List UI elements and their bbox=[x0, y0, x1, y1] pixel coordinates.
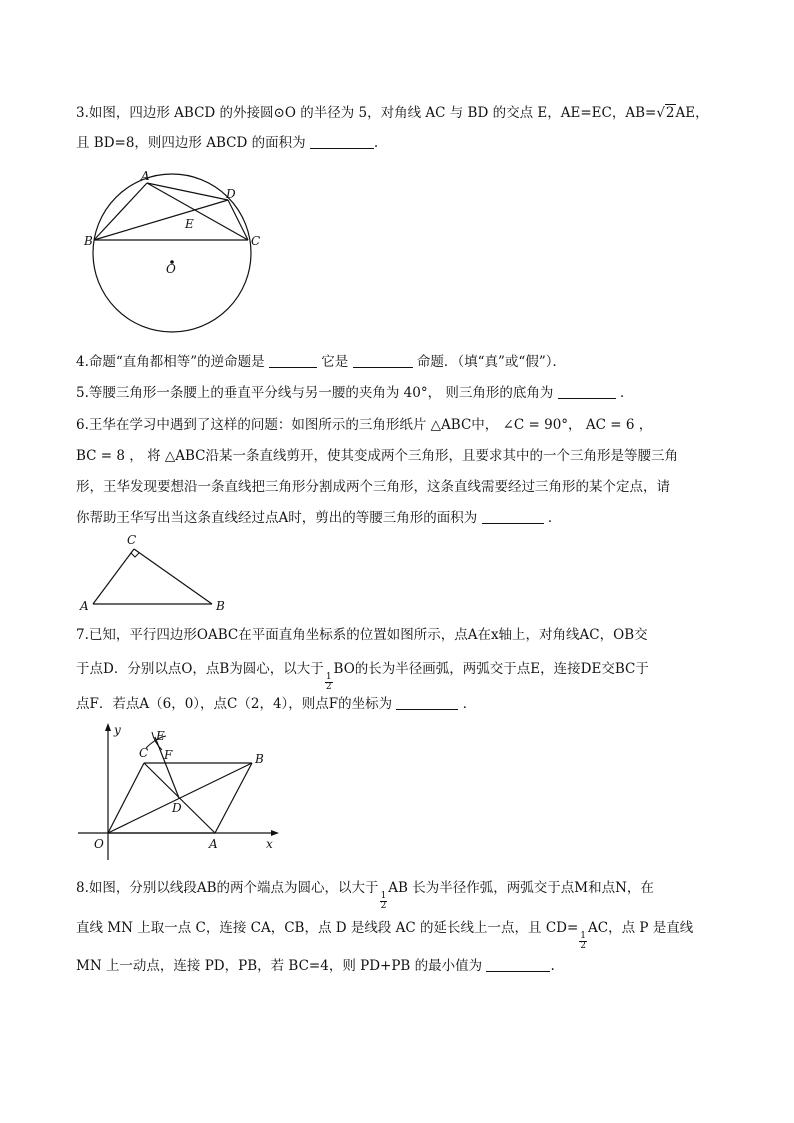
q5-line: 5.等腰三角形一条腰上的垂直平分线与另一腰的夹角为 40°， 则三角形的底角为 ． bbox=[76, 385, 634, 401]
segment-oc bbox=[108, 763, 144, 833]
fraction-one-half: $\frac{1}{2}$ bbox=[325, 672, 332, 692]
fraction-one-half: $\frac{1}{2}$ bbox=[580, 931, 587, 951]
q8-line-3: MN 上一动点，连接 PD，PB，若 BC=4，则 PD+PB 的最小值为 . bbox=[76, 958, 555, 974]
q8-line-2: 直线 MN 上取一点 C，连接 CA，CB，点 D 是线段 AC 的延长线上一点，且 CD= $\frac{1}{2}$ AC，点 P 是直线 bbox=[76, 920, 694, 951]
segment-ca bbox=[144, 763, 215, 833]
q7-line-1: 7.已知，平行四边形OABC在平面直角坐标系的位置如图所示，点A在x轴上，对角线AC，OB交 bbox=[76, 627, 648, 643]
answer-blank[interactable] bbox=[482, 510, 544, 524]
x-axis-arrow bbox=[271, 830, 279, 836]
q6-triangle-figure bbox=[76, 530, 236, 615]
q4-line: 4.命题“直角都相等”的逆命题是 它是 命题．（填“真”或“假”）． bbox=[76, 354, 566, 370]
q6-line-1: 6.王华在学习中遇到了这样的问题：如图所示的三角形纸片 △ABC中， ∠C = 90°， AC = 6 ， bbox=[76, 417, 653, 433]
label-y: y bbox=[114, 723, 121, 737]
q7-coordinate-figure bbox=[76, 720, 286, 862]
y-axis-arrow bbox=[105, 723, 111, 731]
q7-line-3: 点F．若点A（6，0），点C（2，4），则点F的坐标为 ． bbox=[76, 696, 477, 712]
label-c: C bbox=[127, 533, 137, 547]
label-b: B bbox=[84, 234, 93, 248]
q3-line-2: 且 BD=8，则四边形 ABCD 的面积为 . bbox=[76, 135, 379, 151]
label-e: E bbox=[185, 217, 194, 231]
answer-blank[interactable] bbox=[486, 958, 550, 972]
segment-ac bbox=[93, 549, 134, 604]
q3-circle-figure bbox=[80, 166, 270, 338]
answer-blank[interactable] bbox=[269, 354, 317, 368]
label-c: C bbox=[139, 746, 149, 760]
answer-blank[interactable] bbox=[353, 354, 413, 368]
label-b: B bbox=[216, 599, 225, 613]
label-o: O bbox=[166, 262, 176, 276]
segment-ab bbox=[94, 183, 147, 240]
label-d: D bbox=[226, 187, 236, 201]
q6-line-2: BC = 8 ， 将 △ABC沿某一条直线剪开，使其变成两个三角形，且要求其中的一个三角形是等腰三角 bbox=[76, 448, 678, 464]
segment-bd bbox=[94, 200, 228, 240]
sqrt-symbol: √2 bbox=[656, 105, 675, 121]
label-c: C bbox=[251, 234, 261, 248]
right-angle-marker bbox=[131, 553, 139, 557]
q8-line-1: 8.如图，分别以线段AB的两个端点为圆心，以大于 $\frac{1}{2}$ AB 长为半径作弧，两弧交于点M和点N，在 bbox=[76, 880, 654, 911]
label-f: F bbox=[164, 748, 173, 762]
q3-line-1: 3.如图，四边形 ABCD 的外接圆⊙O 的半径为 5，对角线 AC 与 BD 的交点 E，AE=EC，AB=√2AE， bbox=[76, 105, 709, 121]
label-x: x bbox=[266, 837, 273, 851]
label-a: A bbox=[80, 599, 89, 613]
segment-ab bbox=[215, 763, 252, 833]
q7-line-2: 于点D．分别以点O，点B为圆心，以大于 $\frac{1}{2}$ BO的长为半径画弧，两弧交于点E，连接DE交BC于 bbox=[76, 661, 649, 692]
q6-line-4: 你帮助王华写出当这条直线经过点A时，剪出的等腰三角形的面积为 ． bbox=[76, 510, 562, 526]
q6-line-3: 形，王华发现要想沿一条直线把三角形分割成两个三角形，这条直线需要经过三角形的某个定点，请 bbox=[76, 479, 670, 495]
segment-cb bbox=[134, 549, 212, 604]
label-e: E bbox=[156, 729, 165, 743]
label-a: A bbox=[141, 169, 150, 183]
label-a: A bbox=[209, 837, 218, 851]
answer-blank[interactable] bbox=[396, 696, 458, 710]
fraction-one-half: $\frac{1}{2}$ bbox=[380, 891, 387, 911]
answer-blank[interactable] bbox=[558, 385, 616, 399]
label-b: B bbox=[255, 752, 264, 766]
label-o: O bbox=[94, 837, 104, 851]
label-d: D bbox=[172, 801, 182, 815]
answer-blank[interactable] bbox=[310, 135, 374, 149]
segment-ad bbox=[147, 183, 228, 200]
